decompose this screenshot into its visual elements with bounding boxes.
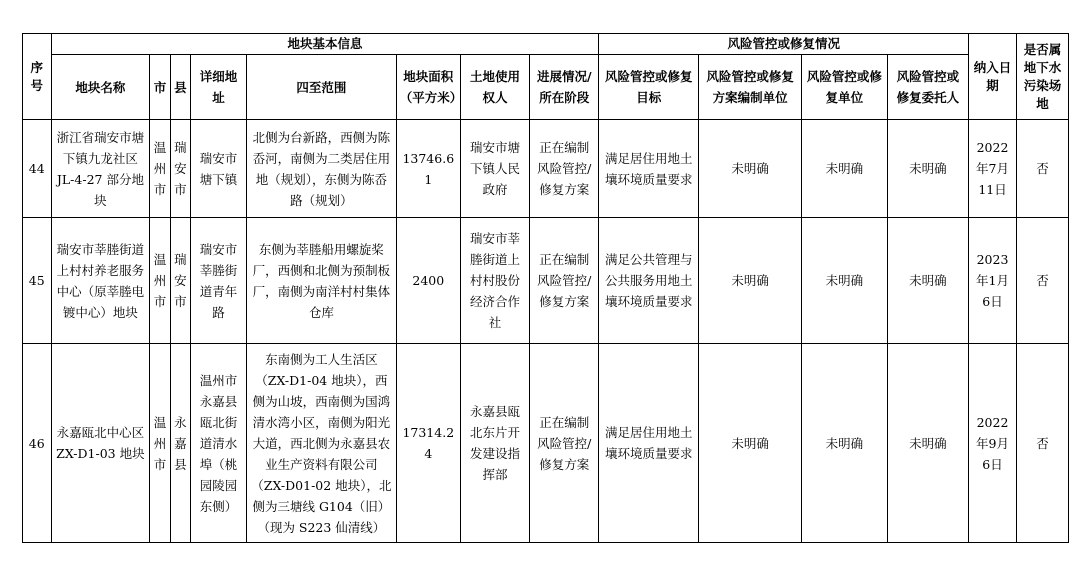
header-county: 县: [170, 55, 190, 120]
header-target: 风险管控或修复目标: [599, 55, 699, 120]
cell-groundwater: 否: [1016, 120, 1068, 218]
cell-county: 瑞安市: [170, 120, 190, 218]
cell-address: 瑞安市莘塍街道青年路: [191, 218, 247, 344]
cell-seq: 46: [23, 344, 52, 543]
header-client: 风险管控或修复委托人: [887, 55, 968, 120]
cell-groundwater: 否: [1016, 218, 1068, 344]
cell-area: 13746.61: [396, 120, 460, 218]
header-date: 纳入日期: [969, 34, 1017, 120]
table-row: [23, 344, 1069, 543]
cell-seq: 44: [23, 120, 52, 218]
cell-repair-unit: 未明确: [802, 344, 888, 543]
cell-boundary: 东侧为莘塍船用螺旋桨厂，西侧和北侧为预制板厂，南侧为南洋村村集体仓库: [247, 218, 397, 344]
cell-area: 2400: [396, 218, 460, 344]
cell-repair-unit: 未明确: [802, 120, 888, 218]
cell-date: 2022年7月11日: [969, 120, 1017, 218]
header-plan-unit: 风险管控或修复方案编制单位: [699, 55, 802, 120]
header-name: 地块名称: [51, 55, 150, 120]
cell-address: 瑞安市塘下镇: [191, 120, 247, 218]
cell-county: 瑞安市: [170, 218, 190, 344]
cell-county: 永嘉县: [170, 344, 190, 543]
header-boundary: 四至范围: [247, 55, 397, 120]
cell-target: 满足居住用地土壤环境质量要求: [599, 120, 699, 218]
cell-city: 温州市: [150, 344, 170, 543]
cell-plan-unit: 未明确: [699, 218, 802, 344]
cell-plan-unit: 未明确: [699, 344, 802, 543]
header-seq: 序号: [23, 34, 52, 120]
header-area: 地块面积（平方米）: [396, 55, 460, 120]
cell-owner: 瑞安市塘下镇人民政府: [460, 120, 529, 218]
contaminated-sites-table: [22, 33, 1069, 543]
cell-city: 温州市: [150, 120, 170, 218]
cell-name: 瑞安市莘塍街道上村村养老服务中心（原莘塍电镀中心）地块: [51, 218, 150, 344]
table-row: [23, 120, 1069, 218]
header-group-risk: 风险管控或修复情况: [599, 34, 969, 55]
cell-seq: 45: [23, 218, 52, 344]
cell-target: 满足居住用地土壤环境质量要求: [599, 344, 699, 543]
cell-area: 17314.24: [396, 344, 460, 543]
header-owner: 土地使用权人: [460, 55, 529, 120]
cell-client: 未明确: [887, 344, 968, 543]
header-group-basic: 地块基本信息: [51, 34, 599, 55]
header-groundwater: 是否属地下水污染场地: [1016, 34, 1068, 120]
cell-city: 温州市: [150, 218, 170, 344]
cell-groundwater: 否: [1016, 344, 1068, 543]
cell-name: 永嘉瓯北中心区 ZX-D1-03 地块: [51, 344, 150, 543]
table-row: [23, 218, 1069, 344]
cell-address: 温州市永嘉县瓯北街道清水埠（桃园陵园东侧）: [191, 344, 247, 543]
cell-progress: 正在编制风险管控/修复方案: [530, 120, 599, 218]
cell-repair-unit: 未明确: [802, 218, 888, 344]
cell-target: 满足公共管理与公共服务用地土壤环境质量要求: [599, 218, 699, 344]
header-address: 详细地址: [191, 55, 247, 120]
cell-client: 未明确: [887, 218, 968, 344]
cell-name: 浙江省瑞安市塘下镇九龙社区 JL-4-27 部分地块: [51, 120, 150, 218]
cell-date: 2023年1月6日: [969, 218, 1017, 344]
cell-owner: 瑞安市莘塍街道上村村股份经济合作社: [460, 218, 529, 344]
cell-date: 2022年9月6日: [969, 344, 1017, 543]
cell-owner: 永嘉县瓯北东片开发建设指挥部: [460, 344, 529, 543]
header-repair-unit: 风险管控或修复单位: [802, 55, 888, 120]
cell-boundary: 东南侧为工人生活区（ZX-D1-04 地块），西侧为山坡，西南侧为国鸿清水湾小区，南侧为阳光大道，西北侧为永嘉县农业生产资料有限公司（ZX-D01-02 地块），北侧为三塘线 G104（旧）（现为 S223 仙清线）: [247, 344, 397, 543]
cell-progress: 正在编制风险管控/修复方案: [530, 218, 599, 344]
header-progress: 进展情况/所在阶段: [530, 55, 599, 120]
cell-plan-unit: 未明确: [699, 120, 802, 218]
cell-boundary: 北侧为台新路，西侧为陈岙河，南侧为二类居住用地（规划），东侧为陈岙路（规划）: [247, 120, 397, 218]
cell-progress: 正在编制风险管控/修复方案: [530, 344, 599, 543]
header-city: 市: [150, 55, 170, 120]
cell-client: 未明确: [887, 120, 968, 218]
